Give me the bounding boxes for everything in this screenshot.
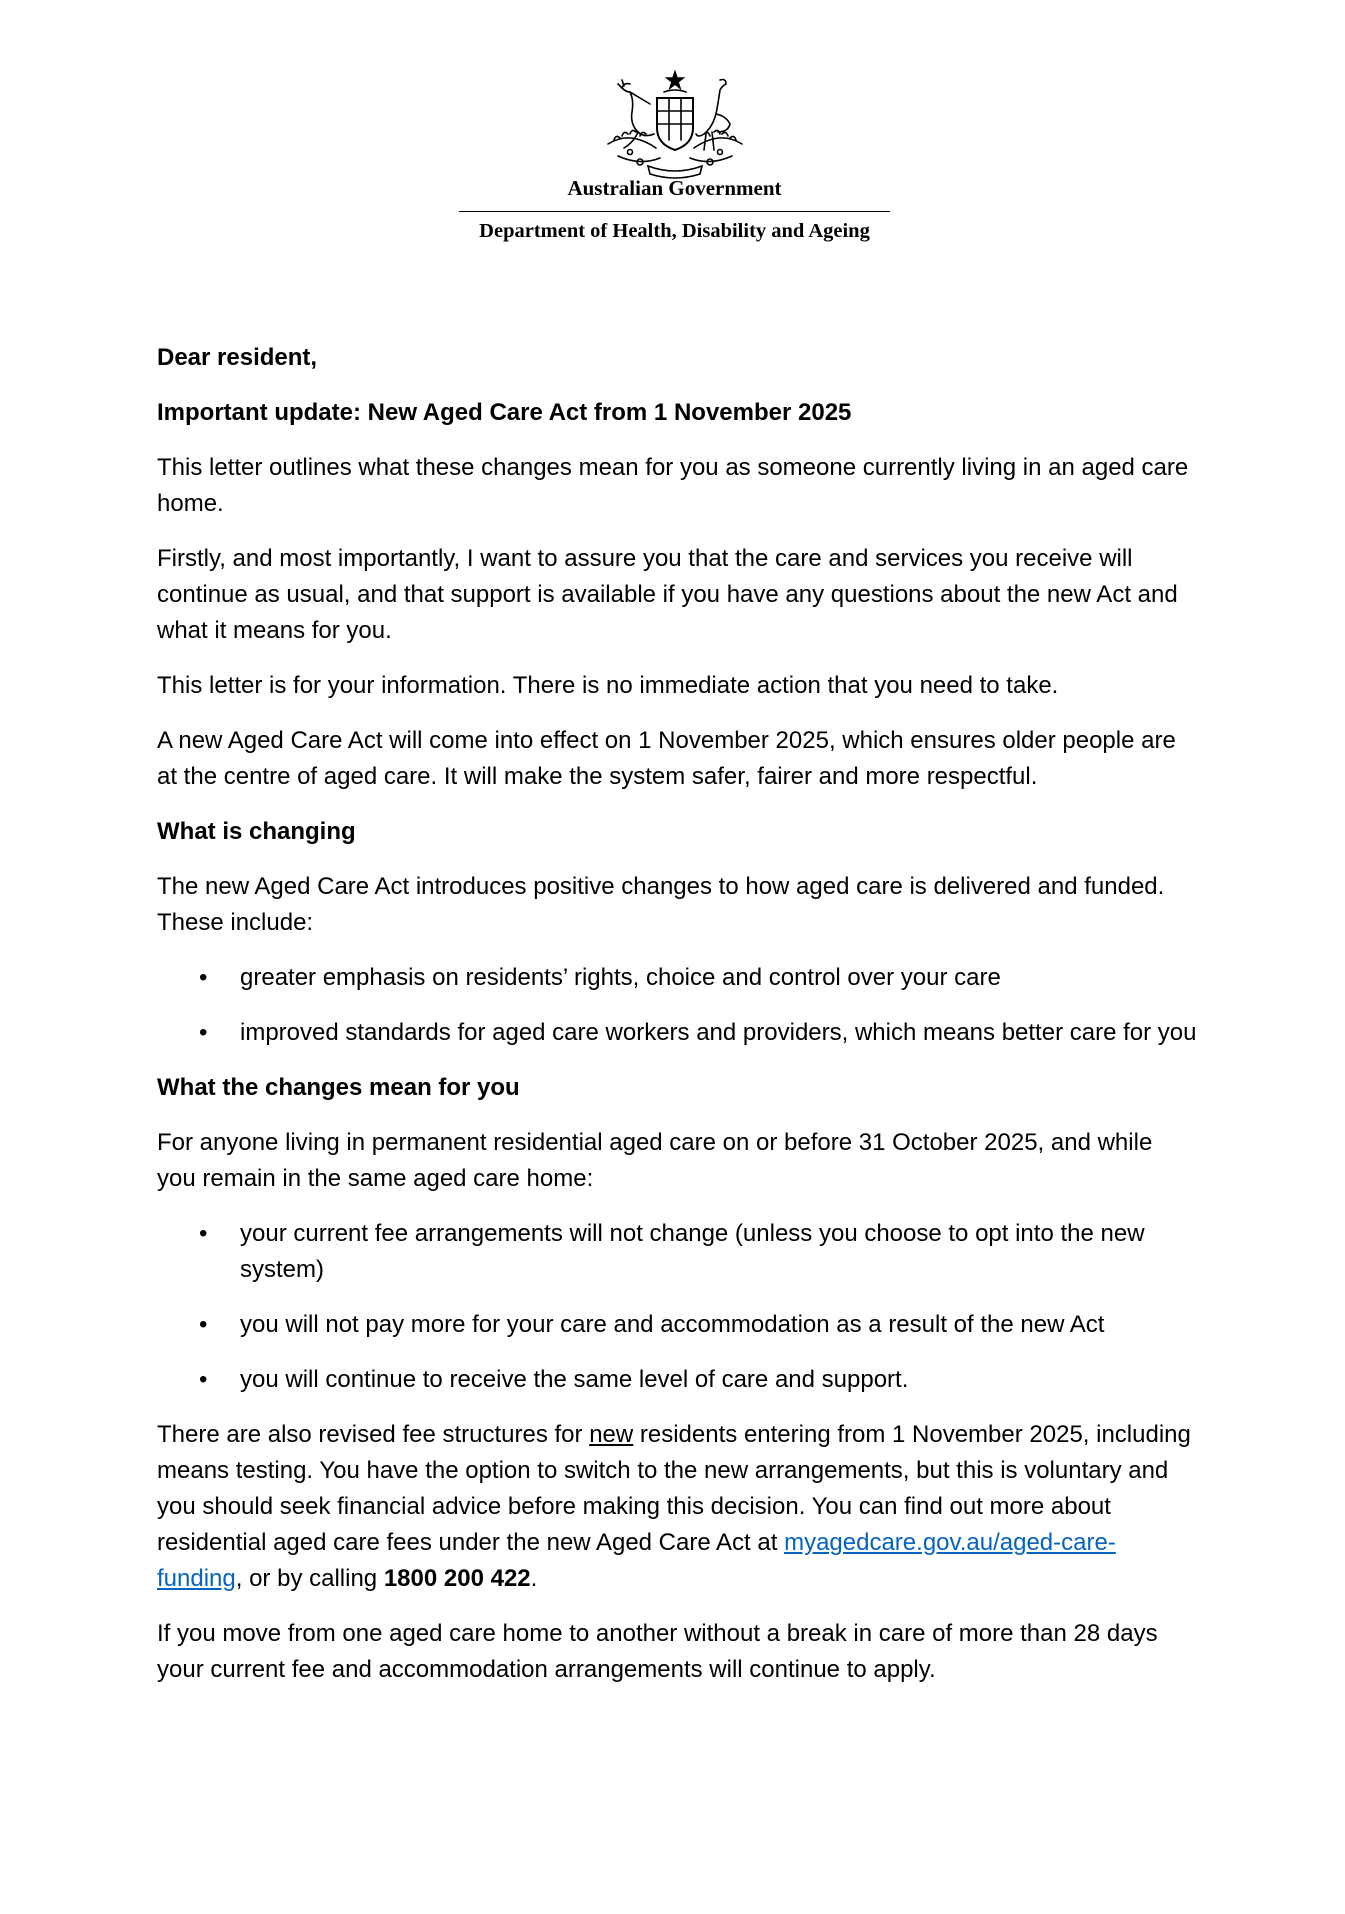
bullet: •: [199, 964, 208, 991]
mean-intro: For anyone living in permanent residential aged care on or before 31 October 2025, and while you remain in the same aged care home:: [157, 1129, 1153, 1192]
header-divider: [459, 211, 890, 212]
phone-number: 1800 200 422: [383, 1565, 531, 1592]
list-item-text: greater emphasis on residents’ rights, choice and control over your care: [240, 964, 1001, 991]
bullet: •: [199, 1366, 208, 1393]
fees-paragraph: [157, 1417, 1197, 1597]
list-item: [157, 960, 1197, 996]
salutation: Dear resident,: [157, 344, 318, 371]
fees-text: .: [530, 1565, 538, 1592]
assurance-paragraph: Firstly, and most importantly, I want to assure you that the care and services you receive will continue as usual, and that support is available if you have any questions about the new Act and what it means for you.: [157, 545, 1178, 644]
aged-care-funding-link[interactable]: myagedcare.gov.au/aged-care-funding: [157, 1529, 1116, 1592]
bullet: •: [199, 1311, 208, 1338]
department-name: Department of Health, Disability and Ageing: [479, 220, 870, 242]
list-item: [157, 1307, 1197, 1343]
intro-paragraph: This letter outlines what these changes mean for you as someone currently living in an aged care home.: [157, 454, 1189, 517]
fees-text: There are also revised fee structures for: [157, 1421, 590, 1448]
government-name: Australian Government: [567, 176, 782, 200]
section-heading-changing: What is changing: [157, 818, 356, 845]
list-item-text: improved standards for aged care workers and providers, which means better care for you: [240, 1019, 1197, 1046]
info-paragraph: This letter is for your information. There is no immediate action that you need to take.: [157, 672, 1059, 699]
list-item: [157, 1362, 1197, 1398]
changing-intro: The new Aged Care Act introduces positive changes to how aged care is delivered and funded. These include:: [157, 873, 1165, 936]
bullet: •: [199, 1019, 208, 1046]
changing-list: [157, 960, 1197, 1051]
fees-text: residents entering from 1 November 2025, including means testing. You have the option to switch to the new arrangements, but this is voluntary and you should seek financial advice before making this decision. You can find out more about residential aged care fees under the new Aged Care Act at: [157, 1421, 1191, 1556]
mean-list: [157, 1216, 1197, 1398]
bullet: •: [199, 1220, 208, 1247]
move-paragraph: If you move from one aged care home to another without a break in care of more than 28 days your current fee and accommodation arrangements will continue to apply.: [157, 1620, 1158, 1683]
australian-coat-of-arms-icon: [600, 70, 750, 182]
list-item: [157, 1015, 1197, 1051]
fees-text: , or by calling: [235, 1565, 384, 1592]
letter-subject: Important update: New Aged Care Act from 1 November 2025: [157, 399, 852, 426]
new-act-paragraph: A new Aged Care Act will come into effect on 1 November 2025, which ensures older people are at the centre of aged care. It will make the system safer, fairer and more respectful.: [157, 727, 1176, 790]
list-item: [157, 1216, 1197, 1288]
section-heading-mean: What the changes mean for you: [157, 1074, 520, 1101]
letter-body: [157, 340, 1197, 1707]
list-item-text: your current fee arrangements will not change (unless you choose to opt into the new system): [240, 1220, 1145, 1283]
fees-new-emphasis: new: [589, 1421, 634, 1448]
list-item-text: you will continue to receive the same level of care and support.: [240, 1366, 909, 1393]
list-item-text: you will not pay more for your care and accommodation as a result of the new Act: [240, 1311, 1105, 1338]
